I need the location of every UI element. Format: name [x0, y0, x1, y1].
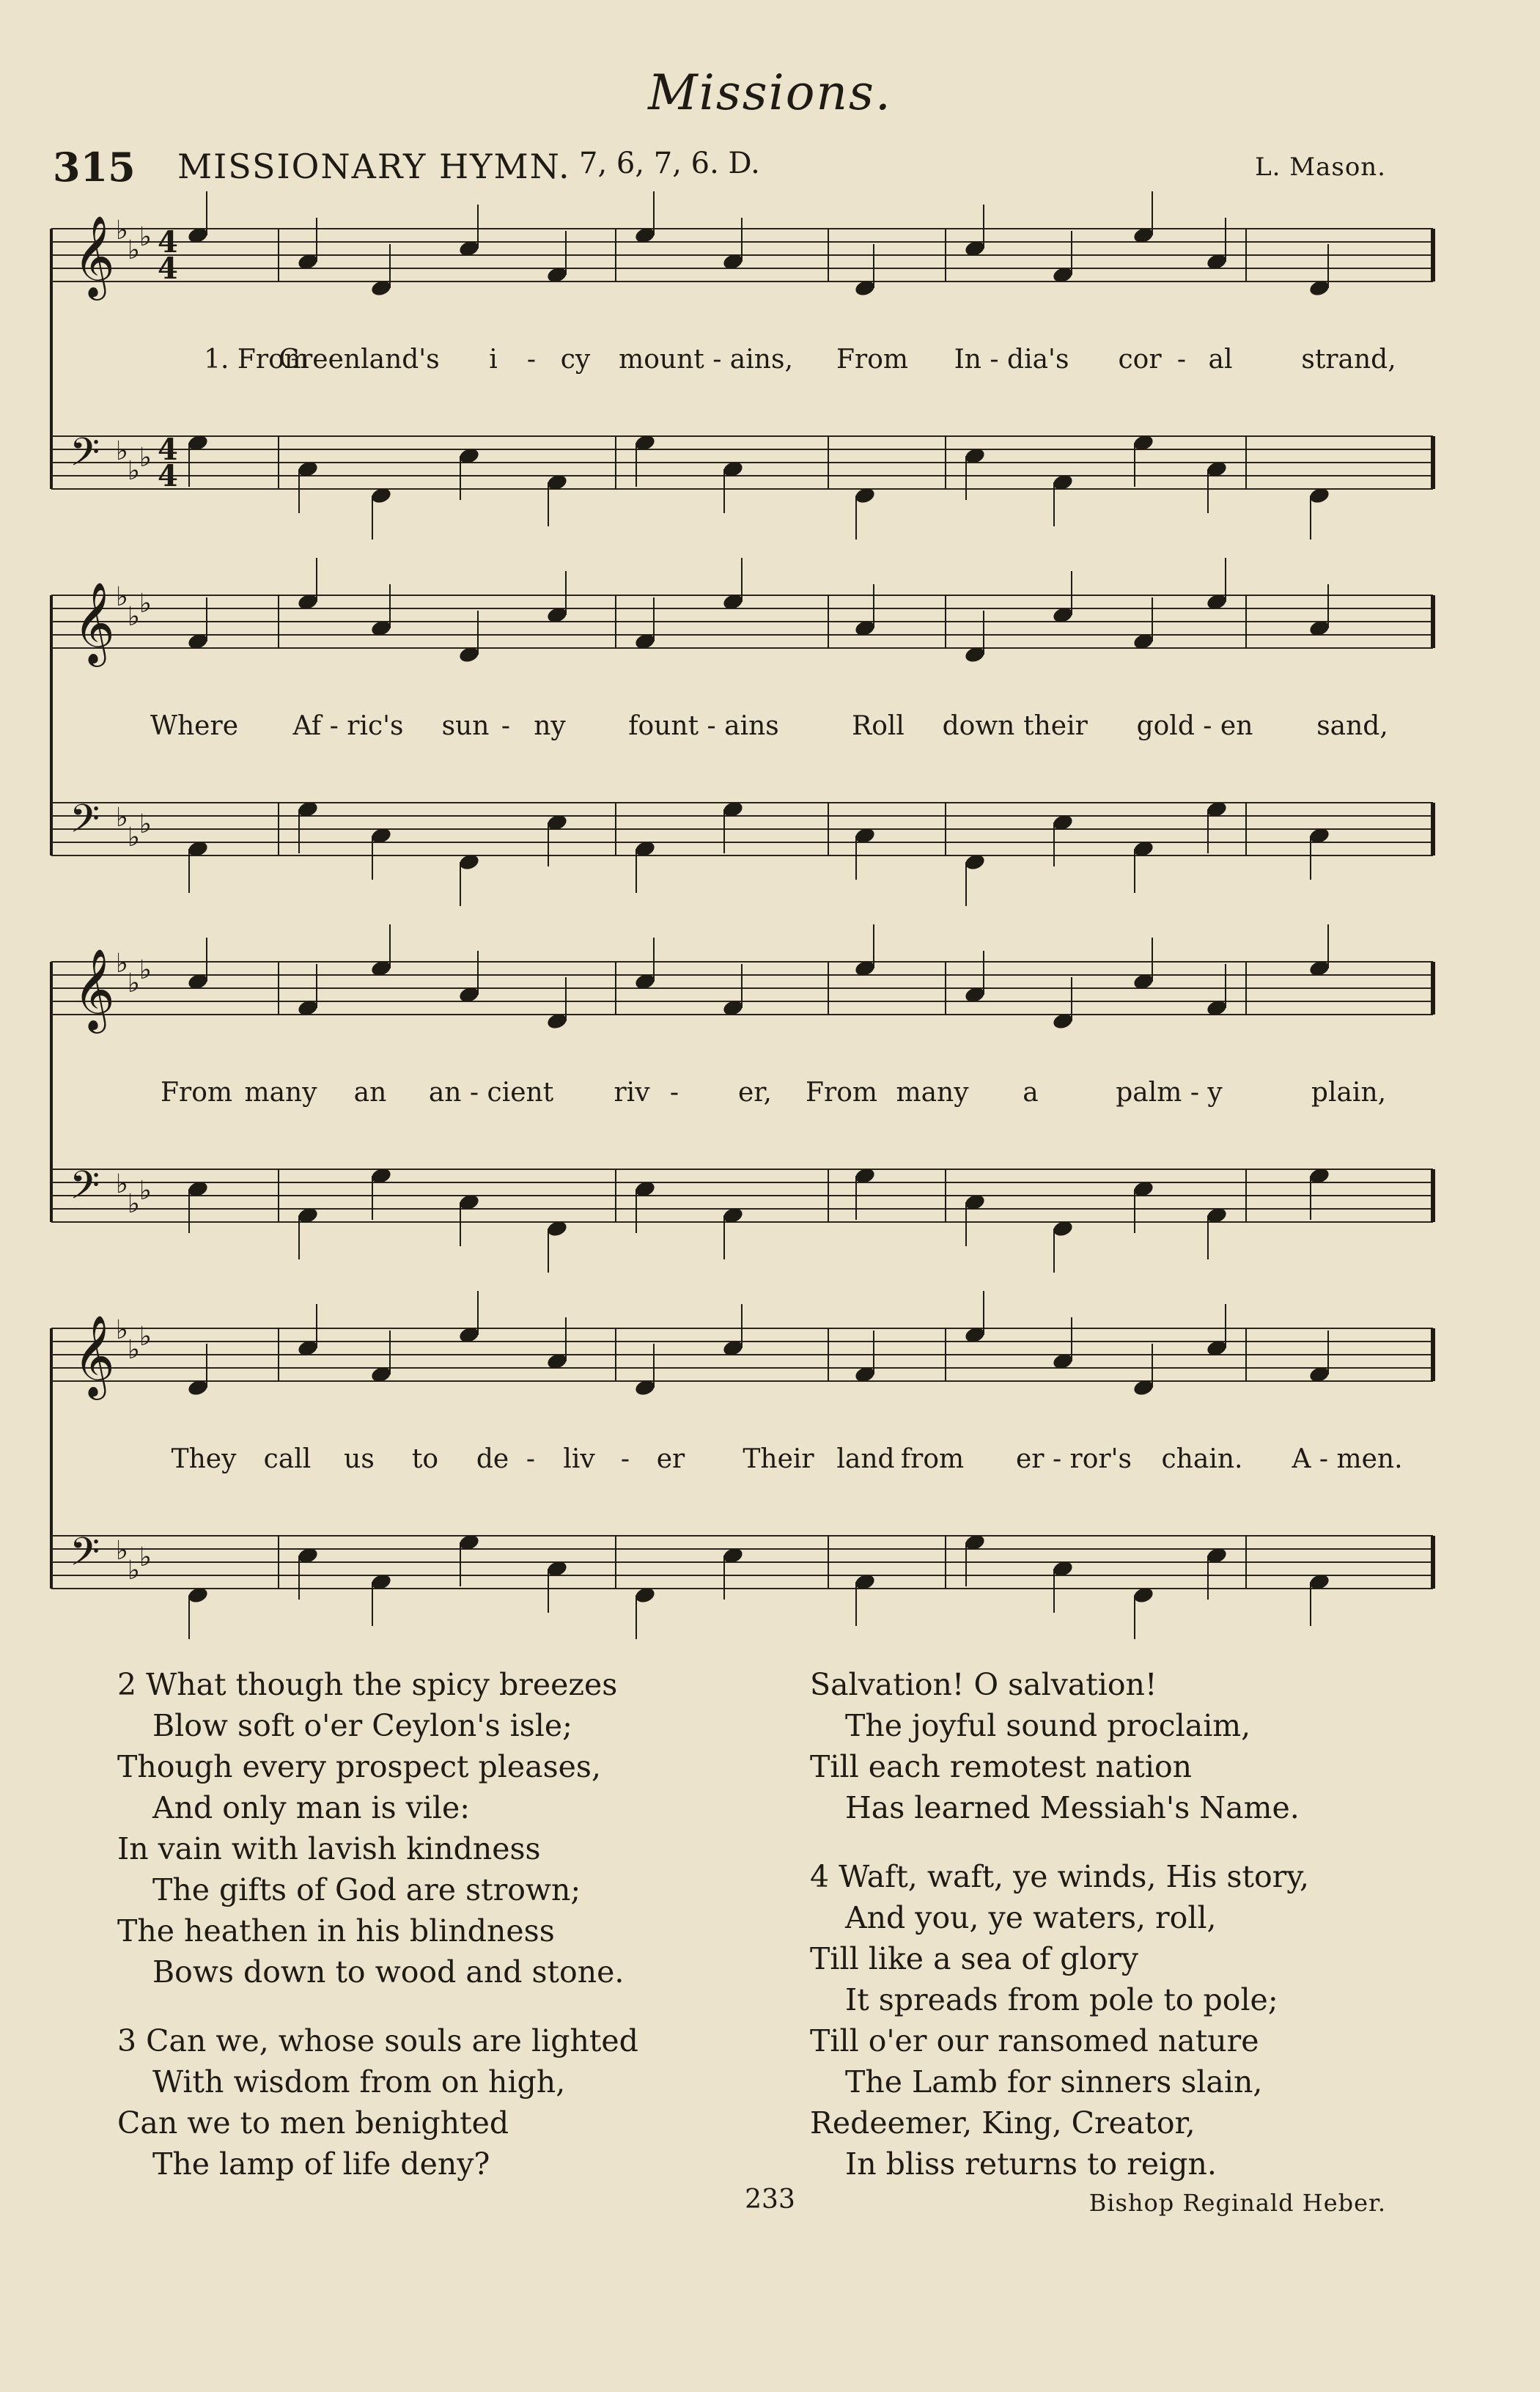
score-staves-4: [0, 1312, 1540, 1664]
music-system-4: [0, 1312, 1540, 1664]
flat-icon: ♭: [128, 235, 140, 265]
treble-clef-icon: 𝄞: [73, 215, 115, 297]
lyric: from: [900, 1444, 965, 1474]
lyric: They: [171, 1444, 237, 1474]
verses-left-column: [117, 1664, 638, 2185]
flat-icon: ♭: [116, 803, 128, 833]
verse-line: Till like a sea of glory: [810, 1941, 1139, 1976]
lyric: de: [476, 1444, 509, 1474]
treble-clef-icon: 𝄞: [73, 948, 115, 1030]
lyric: mount - ains,: [619, 345, 793, 375]
flat-icon: ♭: [139, 1322, 152, 1352]
time-signature: 4: [158, 433, 178, 467]
section-title: Missions.: [648, 65, 892, 121]
flat-icon: ♭: [139, 809, 152, 839]
verse-line: Though every prospect pleases,: [117, 1749, 602, 1784]
flat-icon: ♭: [116, 949, 128, 979]
verse-line: The joyful sound proclaim,: [845, 1708, 1251, 1743]
flat-icon: ♭: [139, 1176, 152, 1206]
flat-icon: ♭: [139, 589, 152, 619]
verse-line: With wisdom from on high,: [152, 2064, 566, 2100]
lyric: land: [836, 1444, 895, 1474]
verse-line: In bliss returns to reign.: [845, 2146, 1217, 2182]
lyric: Greenland's: [279, 345, 440, 375]
verse-line: [810, 1828, 1309, 1856]
lyric: -: [1176, 345, 1187, 375]
lyric: -: [620, 1444, 630, 1474]
verse-line: 4 Waft, waft, ye winds, His story,: [810, 1859, 1310, 1894]
bass-clef-icon: 𝄢: [70, 1530, 100, 1584]
verse-line: And only man is vile:: [152, 1790, 471, 1825]
verse-line: Bows down to wood and stone.: [152, 1954, 625, 1990]
lyric: er - ror's: [1015, 1444, 1132, 1474]
flat-icon: ♭: [128, 456, 140, 486]
lyric: From: [806, 1078, 877, 1108]
flat-icon: ♭: [128, 823, 140, 853]
verse-line: It spreads from pole to pole;: [845, 1982, 1278, 2017]
verses-right-column: [810, 1664, 1309, 2185]
verse-line: Blow soft o'er Ceylon's isle;: [152, 1708, 572, 1743]
verse-line: In vain with lavish kindness: [117, 1831, 541, 1866]
lyric: From: [836, 345, 908, 375]
lyric: er,: [737, 1078, 773, 1108]
verse-line: Till o'er our ransomed nature: [810, 2023, 1259, 2058]
time-signature: 4: [158, 459, 178, 493]
treble-clef-icon: 𝄞: [73, 1314, 115, 1396]
lyric: -: [526, 1444, 536, 1474]
lyric: their: [1023, 711, 1088, 741]
lyric: a: [1023, 1078, 1039, 1108]
music-system-3: [0, 946, 1540, 1298]
verse-line: Redeemer, King, Creator,: [810, 2105, 1195, 2141]
hymn-number: 315: [53, 144, 136, 191]
flat-icon: ♭: [139, 1542, 152, 1572]
bass-clef-icon: 𝄢: [70, 797, 100, 851]
music-system-1: [0, 213, 1540, 564]
verse-line: The lamp of life deny?: [152, 2146, 490, 2182]
lyric: Roll: [852, 711, 905, 741]
lyric: plain,: [1311, 1078, 1387, 1108]
hymn-author: Bishop Reginald Heber.: [1088, 2189, 1386, 2217]
lyric: Where: [150, 711, 239, 741]
verse-line: The gifts of God are strown;: [152, 1872, 581, 1907]
verse-line: 2 What though the spicy breezes: [117, 1667, 618, 1702]
bass-clef-icon: 𝄢: [70, 1163, 100, 1218]
lyric: i: [489, 345, 498, 375]
lyric: al: [1208, 345, 1233, 375]
lyric: Af - ric's: [292, 711, 404, 741]
flat-icon: ♭: [128, 1189, 140, 1219]
lyric: down: [942, 711, 1015, 741]
verse-line: 3 Can we, whose souls are lighted: [117, 2023, 638, 2058]
flat-icon: ♭: [128, 602, 140, 632]
flat-icon: ♭: [116, 436, 128, 466]
verse-line: Can we to men benighted: [117, 2105, 509, 2141]
score-staves-2: [0, 579, 1540, 931]
lyric: chain.: [1161, 1444, 1243, 1474]
lyric: -: [526, 345, 537, 375]
lyric: In - dia's: [954, 345, 1069, 375]
treble-clef-icon: 𝄞: [73, 581, 115, 663]
lyric: us: [344, 1444, 375, 1474]
flat-icon: ♭: [139, 955, 152, 985]
flat-icon: ♭: [128, 1556, 140, 1586]
hymn-meter: 7, 6, 7, 6. D.: [579, 147, 760, 180]
verse-line: The Lamb for sinners slain,: [845, 2064, 1263, 2100]
lyric: From: [161, 1078, 232, 1108]
lyric: sun: [441, 711, 490, 741]
flat-icon: ♭: [128, 1335, 140, 1365]
lyric: to: [411, 1444, 439, 1474]
verse-line: And you, ye waters, roll,: [845, 1900, 1217, 1935]
lyric: cy: [560, 345, 591, 375]
lyric: 1. From: [204, 345, 309, 375]
time-signature: 4: [158, 251, 178, 286]
lyric: many: [244, 1078, 317, 1108]
lyric: -: [669, 1078, 679, 1108]
lyric: many: [896, 1078, 969, 1108]
lyric: an - cient: [428, 1078, 554, 1108]
score-staves-3: [0, 946, 1540, 1298]
flat-icon: ♭: [116, 1169, 128, 1199]
score-staves-1: [0, 213, 1540, 564]
lyric: sand,: [1316, 711, 1388, 741]
lyric: an: [353, 1078, 387, 1108]
verse-line: Salvation! O salvation!: [810, 1667, 1157, 1702]
lyric: liv: [563, 1444, 595, 1474]
flat-icon: ♭: [116, 216, 128, 246]
verse-line: [117, 1992, 638, 2020]
flat-icon: ♭: [116, 582, 128, 612]
lyric: cor: [1118, 345, 1162, 375]
lyric: riv: [614, 1078, 650, 1108]
flat-icon: ♭: [128, 968, 140, 998]
lyric: A - men.: [1292, 1444, 1403, 1474]
lyric: Their: [743, 1444, 814, 1474]
time-signature: 4: [158, 225, 178, 260]
verse-line: The heathen in his blindness: [117, 1913, 555, 1948]
lyric: palm - y: [1116, 1078, 1223, 1108]
lyric: er: [656, 1444, 685, 1474]
lyric: -: [501, 711, 511, 741]
flat-icon: ♭: [139, 222, 152, 252]
composer: L. Mason.: [1255, 152, 1386, 182]
verse-line: Till each remotest nation: [810, 1749, 1193, 1784]
hymn-name: MISSIONARY HYMN.: [177, 147, 571, 186]
bass-clef-icon: 𝄢: [70, 430, 100, 485]
lyric: ny: [534, 711, 566, 741]
flat-icon: ♭: [116, 1315, 128, 1345]
flat-icon: ♭: [139, 443, 152, 473]
lyric: strand,: [1301, 345, 1396, 375]
lyric: gold - en: [1136, 711, 1253, 741]
flat-icon: ♭: [116, 1536, 128, 1566]
lyric: call: [263, 1444, 312, 1474]
verse-line: Has learned Messiah's Name.: [845, 1790, 1300, 1825]
page-number: 233: [745, 2185, 795, 2215]
lyric: fount - ains: [628, 711, 779, 741]
music-system-2: [0, 579, 1540, 931]
